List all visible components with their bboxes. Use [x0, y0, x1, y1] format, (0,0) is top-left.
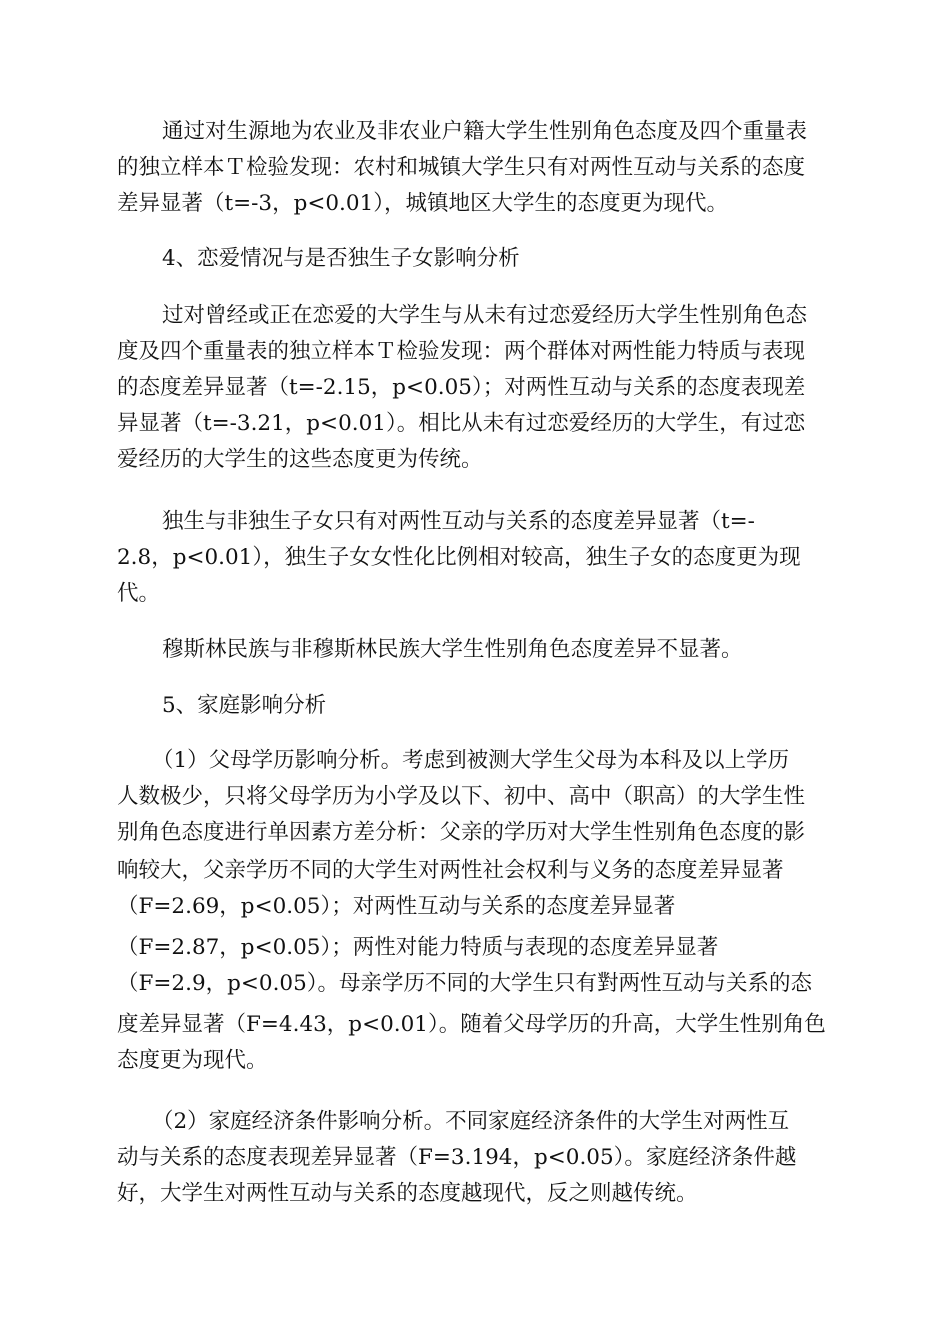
section-heading: 4、恋爱情况与是否独生子女影响分析	[162, 246, 520, 271]
paragraph-line: （F=2.87，p<0.05）；两性对能力特质与表现的态度差异显著	[117, 935, 719, 960]
paragraph-line: 响较大，父亲学历不同的大学生对两性社会权利与义务的态度差异显著	[117, 858, 784, 883]
paragraph-line: （2）家庭经济条件影响分析。不同家庭经济条件的大学生对两性互	[152, 1109, 790, 1134]
paragraph-line: 动与关系的态度表现差异显著（F=3.194，p<0.05）。家庭经济条件越	[117, 1145, 797, 1170]
paragraph-line: 的独立样本Ｔ检验发现：农村和城镇大学生只有对两性互动与关系的态度	[117, 155, 806, 180]
paragraph-line: 穆斯林民族与非穆斯林民族大学生性别角色态度差异不显著。	[162, 637, 743, 662]
paragraph-line: 代。	[117, 581, 161, 606]
paragraph-line: 过对曾经或正在恋爱的大学生与从未有过恋爱经历大学生性别角色态	[162, 303, 808, 328]
paragraph-line: 度及四个重量表的独立样本Ｔ检验发现：两个群体对两性能力特质与表现	[117, 339, 806, 364]
paragraph-line: 度差异显著（F=4.43，p<0.01）。随着父母学历的升高，大学生性别角色	[117, 1012, 826, 1037]
paragraph-line: 别角色态度进行单因素方差分析：父亲的学历对大学生性别角色态度的影	[117, 820, 806, 845]
paragraph-line: （F=2.69，p<0.05）；对两性互动与关系的态度差异显著	[117, 894, 676, 919]
paragraph-line: （F=2.9，p<0.05）。母亲学历不同的大学生只有對两性互动与关系的态	[117, 971, 813, 996]
paragraph-line: 2.8，p<0.01），独生子女女性化比例相对较高，独生子女的态度更为现	[117, 545, 801, 570]
paragraph-line: 独生与非独生子女只有对两性互动与关系的态度差异显著（t=-	[162, 509, 755, 534]
paragraph-line: 态度更为现代。	[117, 1048, 268, 1073]
section-heading: 5、家庭影响分析	[162, 693, 327, 718]
paragraph-line: 爱经历的大学生的这些态度更为传统。	[117, 447, 483, 472]
paragraph-line: 异显著（t=-3.21，p<0.01）。相比从未有过恋爱经历的大学生，有过恋	[117, 411, 806, 436]
paragraph-line: 好，大学生对两性互动与关系的态度越现代，反之则越传统。	[117, 1181, 698, 1206]
paragraph-line: （1）父母学历影响分析。考虑到被测大学生父母为本科及以上学历	[152, 748, 790, 773]
paragraph-line: 通过对生源地为农业及非农业户籍大学生性别角色态度及四个重量表	[162, 119, 808, 144]
paragraph-line: 的态度差异显著（t=-2.15，p<0.05）；对两性互动与关系的态度表现差	[117, 375, 806, 400]
paragraph-line: 差异显著（t=-3，p<0.01），城镇地区大学生的态度更为现代。	[117, 191, 728, 216]
paragraph-line: 人数极少，只将父母学历为小学及以下、初中、高中（职高）的大学生性	[117, 784, 806, 809]
